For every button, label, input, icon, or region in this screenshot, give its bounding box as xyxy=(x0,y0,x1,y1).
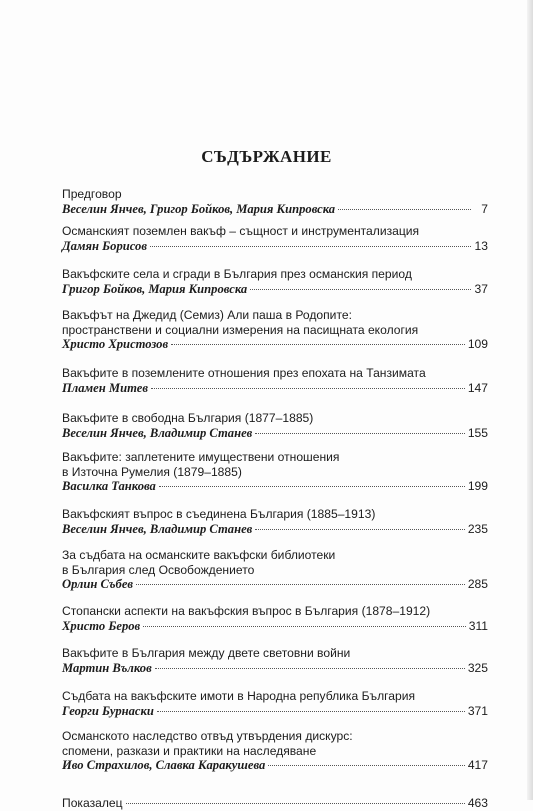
entry-title-line: За съдбата на османските вакъфски библиотеки xyxy=(62,548,336,562)
entry-title-line: Стопански аспекти на вакъфския въпрос в България (1878–1912) xyxy=(62,604,431,618)
dot-leader xyxy=(338,209,471,210)
toc-entry[interactable] xyxy=(62,187,488,216)
dot-leader xyxy=(171,344,465,345)
entry-title-line: Вакъфският въпрос в съединена България (1885–1913) xyxy=(62,507,376,521)
dot-leader xyxy=(155,668,465,669)
entry-title-line: Османското наследство отвъд утвърдения дискурс: xyxy=(62,729,353,743)
entry-title-line: Показалец xyxy=(62,796,123,810)
entry-page-number: 13 xyxy=(474,238,488,253)
entry-title-line: Вакъфските села и сгради в България през османския период xyxy=(62,267,412,281)
entry-page-number: 109 xyxy=(467,337,488,351)
dot-leader xyxy=(250,289,471,290)
entry-page-number: 285 xyxy=(467,577,488,591)
toc-entry[interactable] xyxy=(62,308,488,352)
entry-title-line: Вакъфите в България между двете световни войни xyxy=(62,646,351,660)
entry-title-line: Вакъфът на Джедид (Семиз) Али паша в Родопите: xyxy=(62,308,352,322)
entry-author: Веселин Янчев, Григор Бойков, Мария Кипровска xyxy=(62,201,336,216)
toc-entry[interactable] xyxy=(62,366,488,395)
dot-leader xyxy=(150,246,471,247)
entry-page-number: 463 xyxy=(467,796,488,810)
entry-title-line: Предговор xyxy=(62,187,122,201)
dot-leader xyxy=(126,803,465,804)
entry-page-number: 325 xyxy=(467,660,488,675)
entry-author: Пламен Митев xyxy=(62,380,148,395)
entry-author: Иво Страхилов, Славка Каракушева xyxy=(62,758,266,772)
entry-page-number: 199 xyxy=(467,479,488,493)
toc-entry-index[interactable] xyxy=(62,796,488,811)
entry-title-line: в България след Освобождението xyxy=(62,562,255,577)
entry-page-number: 311 xyxy=(468,618,488,633)
entry-author: Христо Беров xyxy=(62,618,141,633)
toc-entry[interactable] xyxy=(62,224,488,253)
toc-entry[interactable] xyxy=(62,411,488,440)
toc-entry[interactable] xyxy=(62,267,488,296)
entry-author: Веселин Янчев, Владимир Станев xyxy=(62,425,253,440)
entry-title-line: Османският поземлен вакъф – същност и инструментализация xyxy=(62,224,420,238)
entry-title-line: Вакъфите в свободна България (1877–1885) xyxy=(62,411,314,425)
toc-entry[interactable] xyxy=(62,689,488,718)
dot-leader xyxy=(157,711,465,712)
entry-author: Мартин Вълков xyxy=(62,660,152,675)
entry-page-number: 371 xyxy=(467,703,488,718)
entry-author: Георги Бурнаски xyxy=(62,703,154,718)
entry-page-number: 417 xyxy=(467,758,488,772)
entry-page-number: 37 xyxy=(474,281,488,296)
dot-leader xyxy=(143,626,466,627)
entry-author: Василка Танкова xyxy=(62,479,156,493)
page-edge xyxy=(527,0,533,800)
entry-author: Веселин Янчев, Владимир Станев xyxy=(62,521,253,536)
page-title: СЪДЪРЖАНИЕ xyxy=(201,147,332,166)
dot-leader xyxy=(136,584,465,585)
entry-title-line: Вакъфите в поземлените отношения през епохата на Танзимата xyxy=(62,366,426,380)
entry-title-line: Съдбата на вакъфските имоти в Народна република България xyxy=(62,689,416,703)
entry-author: Орлин Събев xyxy=(62,577,134,591)
entry-title-line: Вакъфите: заплетените имуществени отношения xyxy=(62,450,340,464)
toc-entry[interactable] xyxy=(62,729,488,773)
entry-author: Христо Христозов xyxy=(62,337,169,351)
entry-author: Григор Бойков, Мария Кипровска xyxy=(62,281,248,296)
entry-page-number: 147 xyxy=(467,380,488,395)
entry-title-line: в Източна Румелия (1879–1885) xyxy=(62,464,242,479)
toc-entry[interactable] xyxy=(62,548,488,592)
dot-leader xyxy=(151,388,465,389)
dot-leader xyxy=(268,765,465,766)
dot-leader xyxy=(255,433,465,434)
dot-leader xyxy=(255,529,465,530)
toc-entry[interactable] xyxy=(62,646,488,675)
toc-entry[interactable] xyxy=(62,604,488,633)
entry-page-number: 7 xyxy=(481,201,488,216)
dot-leader xyxy=(159,486,465,487)
toc-entry[interactable] xyxy=(62,450,488,494)
entry-page-number: 155 xyxy=(467,425,488,440)
entry-author: Дамян Борисов xyxy=(62,238,147,253)
entry-title-line: спомени, разкази и практики на наследяване xyxy=(62,743,317,758)
entry-title-line: пространствени и социални измерения на пасищната екология xyxy=(62,322,419,337)
entry-page-number: 235 xyxy=(467,521,488,536)
toc-entry[interactable] xyxy=(62,507,488,536)
